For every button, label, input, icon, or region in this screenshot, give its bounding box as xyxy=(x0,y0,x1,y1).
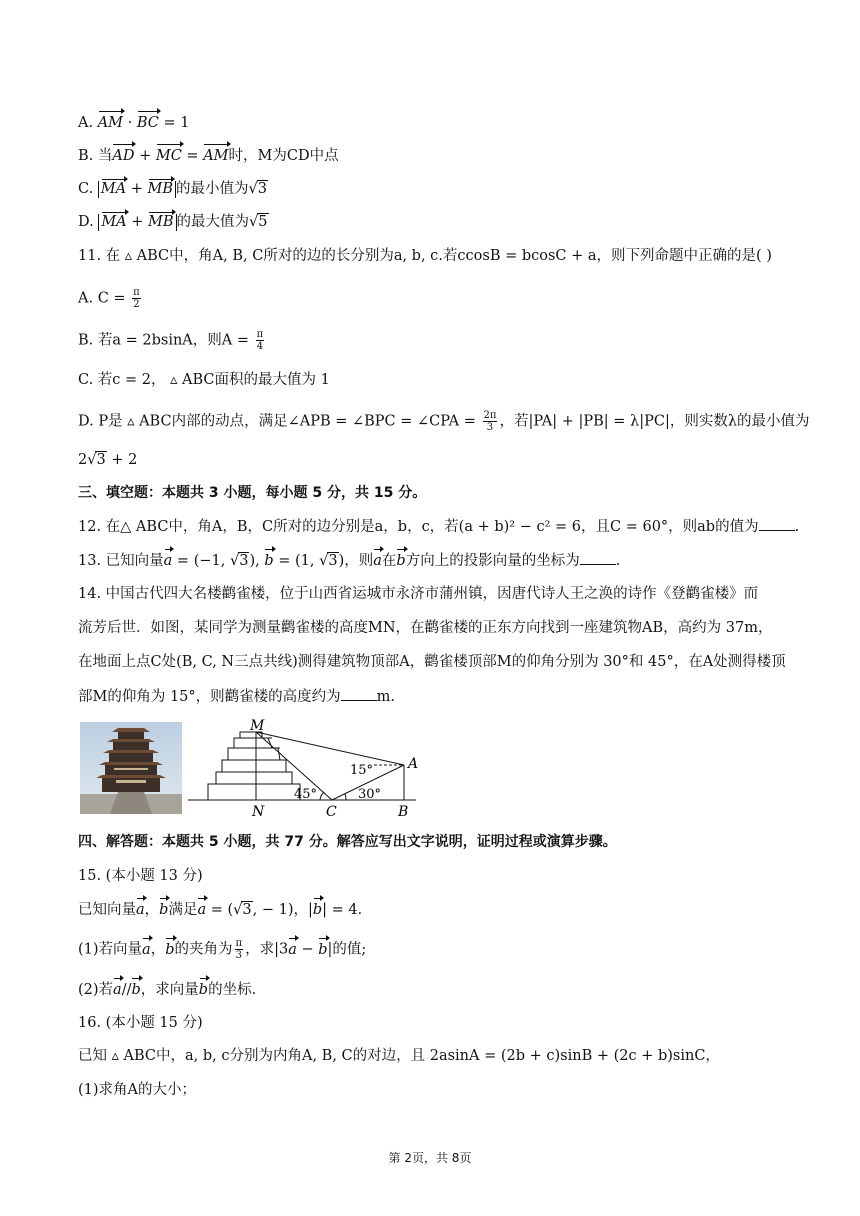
question-11-stem: 11. 在 ▵ ABC中，角A, B, C所对的边的长分别为a, b, c.若ccosB = bcosC + a，则下列命题中正确的是( ) xyxy=(78,248,772,264)
question-13: 13. 已知向量a = (−1, √3), b = (1, √3)，则a在b方向上的投影向量的坐标为 . xyxy=(78,550,620,571)
section-4-heading: 四、解答题：本题共 5 小题，共 77 分。解答应写出文字说明，证明过程或演算步骤。 xyxy=(78,834,617,850)
question-16-heading: 16. (本小题 15 分) xyxy=(78,1015,203,1031)
angle-label-45: 45° xyxy=(294,787,318,802)
question-15-stem: 已知向量a，b满足a = (√3, − 1)，|b| = 4． xyxy=(78,902,373,918)
vector-am: AM xyxy=(97,115,124,131)
option-11b: B. 若a = 2bsinA，则A = $\frac{\pi}{4}$ xyxy=(78,329,264,352)
tower-photo xyxy=(80,722,182,814)
question-14-line-4: 部M的仰角为 15°，则鹳雀楼的高度约为 m. xyxy=(78,686,395,707)
option-10d: D. MA + MB 的最大值为√5 xyxy=(78,214,268,230)
answer-blank-13[interactable] xyxy=(580,550,616,565)
question-15-heading: 15. (本小题 13 分) xyxy=(78,868,203,884)
vector-bc: BC xyxy=(136,115,159,131)
section-3-heading: 三、填空题：本题共 3 小题，每小题 5 分，共 15 分。 xyxy=(78,485,427,501)
question-12: 12. 在△ ABC中，角A，B，C所对的边分别是a，b，c，若(a + b)² − c² = 6，且C = 60°，则ab的值为 . xyxy=(78,516,799,537)
elevation-diagram xyxy=(188,716,420,820)
label-a: A xyxy=(408,756,419,772)
question-14-line-1: 14. 中国古代四大名楼鹳雀楼，位于山西省运城市永济市蒲州镇，因唐代诗人王之涣的诗作《登鹳雀楼》而 xyxy=(78,586,759,602)
question-14-line-3: 在地面上点C处(B, C, N三点共线)测得建筑物顶部A，鹳雀楼顶部M的仰角分别为 30°和 45°，在A处测得楼顶 xyxy=(78,654,786,670)
answer-blank-12[interactable] xyxy=(759,516,795,531)
option-11d-cont: 2√3 + 2 xyxy=(78,452,138,468)
angle-label-15: 15° xyxy=(350,763,374,778)
option-11c: C. 若c = 2， ▵ ABC面积的最大值为 1 xyxy=(78,372,330,388)
option-10c: C. MA + MB 的最小值为√3 xyxy=(78,181,267,197)
label-b: B xyxy=(398,804,409,820)
option-10a: A. AM · BC = 1 xyxy=(78,115,190,131)
answer-blank-14[interactable] xyxy=(341,686,377,701)
option-10b: B. 当AD + MC = AM时，M为CD中点 xyxy=(78,148,339,164)
question-16-part-1: (1)求角A的大小； xyxy=(78,1082,197,1098)
option-11d: D. P是 ▵ ABC内部的动点，满足∠APB = ∠BPC = ∠CPA = $\frac{2\pi}{3}$ ，若|PA| + |PB| = λ|PC|，则实数λ的最小值为 xyxy=(78,410,810,433)
question-14-line-2: 流芳后世．如图，某同学为测量鹳雀楼的高度MN，在鹳雀楼的正东方向找到一座建筑物AB，高约为 37m， xyxy=(78,620,773,636)
question-15-part-2: (2)若a//b，求向量b的坐标． xyxy=(78,982,267,998)
option-11a: A. C = $\frac{\pi}{2}$ xyxy=(78,287,140,310)
question-15-part-1: (1)若向量a，b的夹角为 $\frac{\pi}{3}$ ，求|3a − b|的值; xyxy=(78,938,367,961)
label-m: M xyxy=(250,718,265,734)
angle-label-30: 30° xyxy=(358,787,382,802)
page-footer: 第 2页，共 8页 xyxy=(388,1151,472,1165)
label-n: N xyxy=(252,804,265,820)
question-16-stem: 已知 ▵ ABC中，a, b, c分别为内角A, B, C的对边，且 2asinA = (2b + c)sinB + (2c + b)sinC， xyxy=(78,1048,720,1064)
label-c: C xyxy=(326,804,337,820)
